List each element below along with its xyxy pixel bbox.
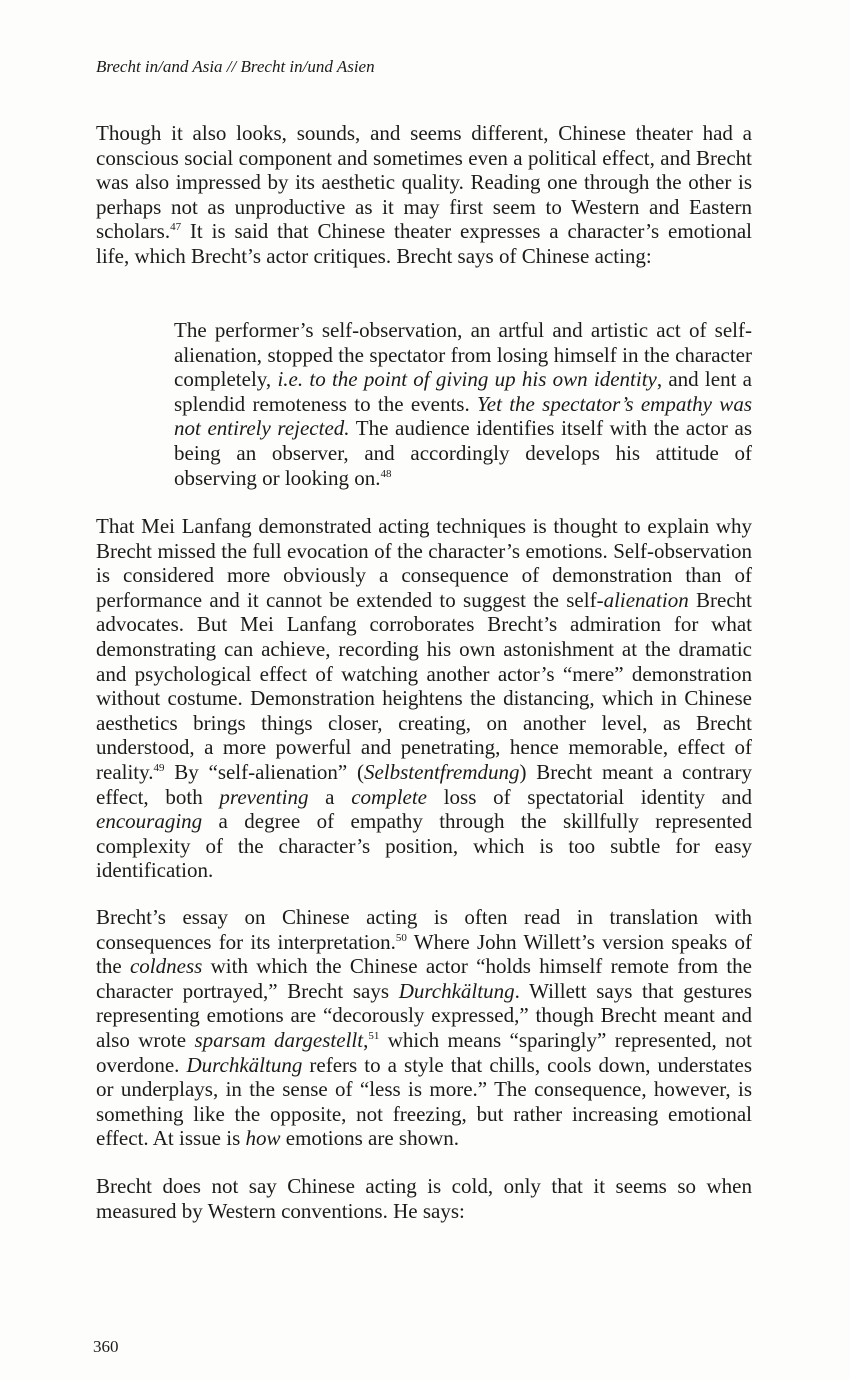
- paragraph-1: Though it also looks, sounds, and seems different, Chinese theater had a conscious social component and sometimes even a political effect, and Brecht was also impressed by its aesthetic quality. Reading one through the other is perhaps not as unproductive as it may first seem to Western and Eastern scholars.$^{47}$ It is said that Chinese theater expresses a character’s emotional life, which Brecht’s actor critiques. Brecht says of Chinese acting:: [96, 121, 752, 268]
- footnote-ref-48[interactable]: 48: [380, 467, 392, 480]
- running-header: Brecht in/and Asia // Brecht in/und Asien: [96, 57, 375, 76]
- footnote-ref-47[interactable]: 47: [170, 221, 182, 234]
- footnote-ref-50[interactable]: 50: [395, 931, 407, 944]
- paragraph-2: That Mei Lanfang demonstrated acting techniques is thought to explain why Brecht missed the full evocation of the character’s emotions. Self-observation is considered more obviously a consequence of demonstration than of performance and it cannot be extended to suggest the self-alienation Brecht advocates. But Mei Lanfang corroborates Brecht’s admiration for what demonstrating can achieve, recording his own astonishment at the dramatic and psychological effect of watching another actor’s “mere” demonstration without costume. Demonstration heightens the distancing, which in Chinese aesthetics brings things closer, creating, on another level, as Brecht understood, a more powerful and penetrating, hence memorable, effect of reality.$^{49}$ By “self-alienation” (Selbstentfremdung) Brecht meant a contrary effect, both preventing a complete loss of spectatorial identity and encouraging a degree of empathy through the skillfully represented complexity of the character’s position, which is too subtle for easy identification.: [96, 514, 752, 883]
- footnote-ref-51[interactable]: 51: [368, 1029, 380, 1042]
- footnote-ref-49[interactable]: 49: [153, 761, 165, 774]
- page-number: 360: [93, 1337, 119, 1356]
- paragraph-3: Brecht’s essay on Chinese acting is often read in translation with consequences for its interpretation.$^{50}$ Where John Willett’s version speaks of the coldness with which the Chinese actor “holds himself remote from the character portrayed,” Brecht says Durchkältung. Willett says that gestures representing emotions are “decorously expressed,” though Brecht meant and also wrote sparsam dargestellt,$^{51}$ which means “sparingly” represented, not overdone. Durchkältung refers to a style that chills, cools down, understates or underplays, in the sense of “less is more.” The consequence, however, is something like the opposite, not freezing, but rather increasing emotional effect. At issue is how emotions are shown.: [96, 905, 752, 1151]
- block-quote: The performer’s self-observation, an artful and artistic act of self-alienation, stopped the spectator from losing himself in the character completely, i.e. to the point of giving up his own identity, and lent a splendid remoteness to the events. Yet the spectator’s empathy was not entirely rejected. The audience identifies itself with the actor as being an observer, and accordingly develops his attitude of observing or looking on.$^{48}$: [174, 318, 752, 490]
- paragraph-4: Brecht does not say Chinese acting is cold, only that it seems so when measured by Western conventions. He says:: [96, 1174, 752, 1223]
